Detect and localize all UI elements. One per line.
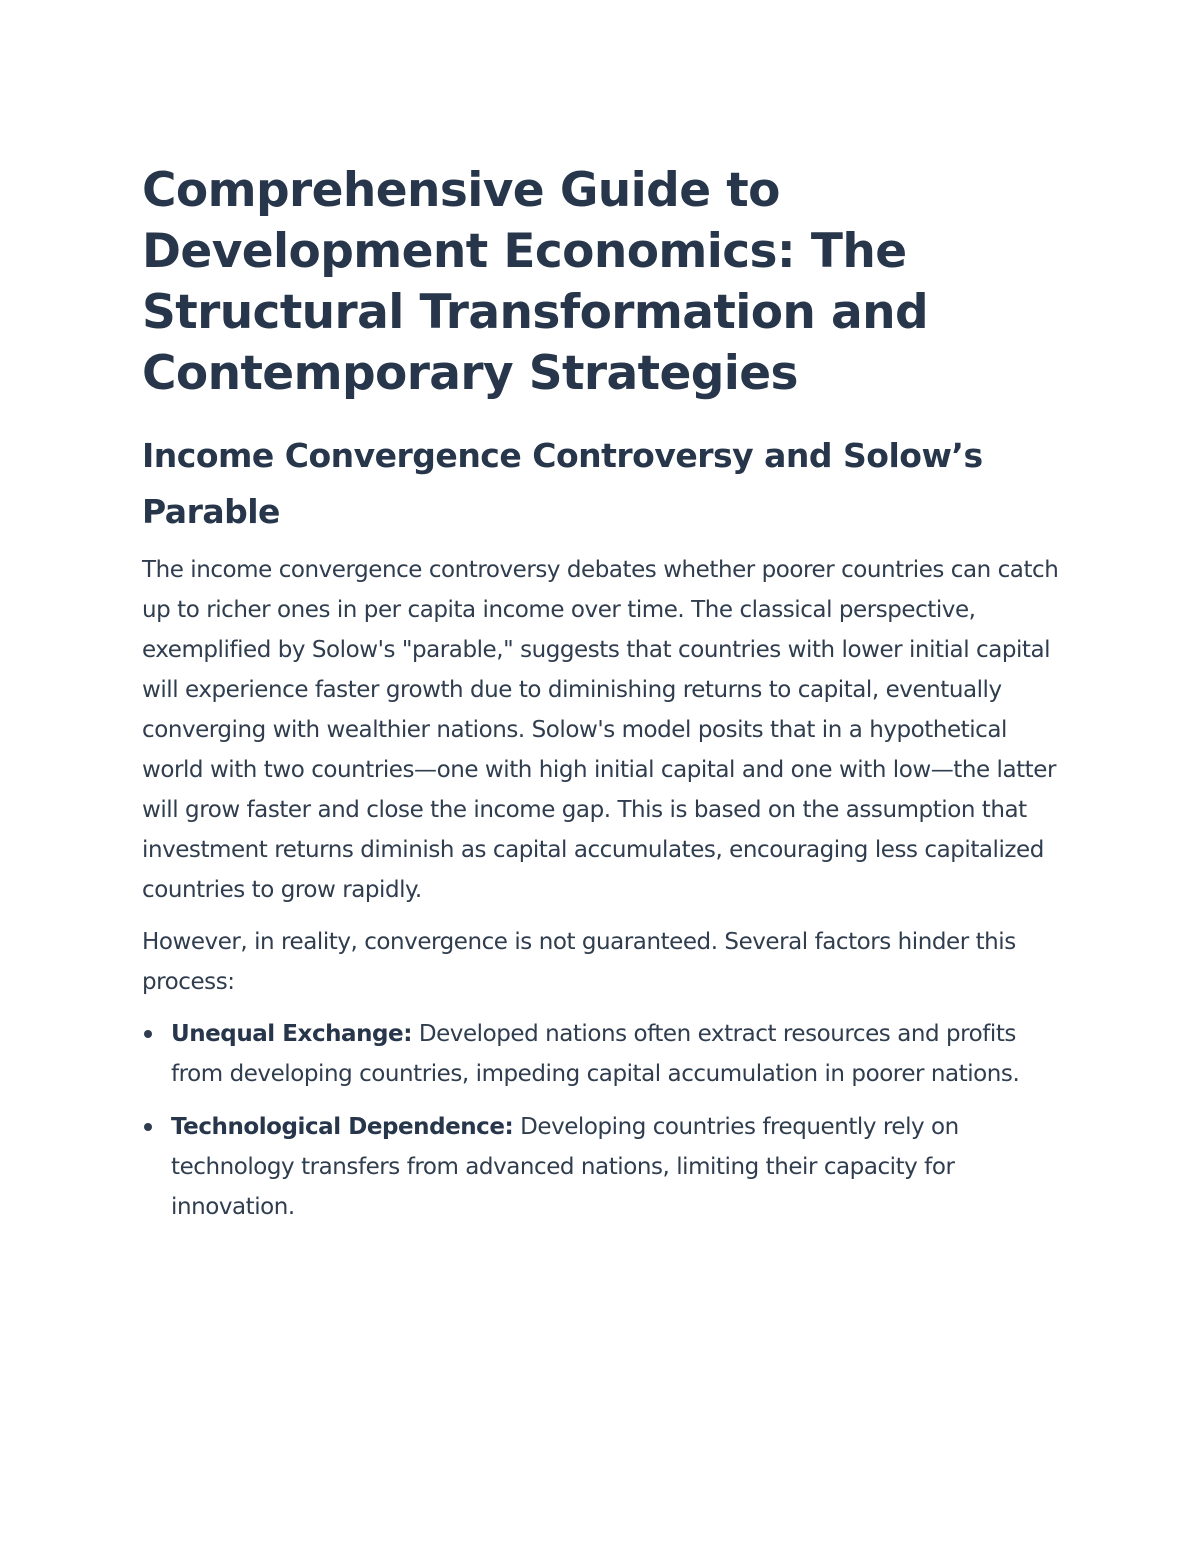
- factor-term: Technological Dependence:: [171, 1114, 514, 1140]
- however-paragraph: However, in reality, convergence is not guaranteed. Several factors hinder this process:: [142, 929, 1016, 995]
- factor-description: Developing countries frequently rely on technology transfers from advanced nations, limiting their capacity for innovation.: [171, 1114, 959, 1220]
- list-item: [142, 1014, 1062, 1094]
- factor-description: Developed nations often extract resources and profits from developing countries, impeding capital accumulation in poorer nations.: [171, 1021, 1020, 1087]
- document-title: Comprehensive Guide to Development Economics: The Structural Transformation and Contemporary Strategies: [142, 163, 929, 401]
- document-page: [142, 160, 1062, 1240]
- list-item: [142, 1107, 1062, 1227]
- factor-list: [142, 1014, 1062, 1227]
- bullet-icon: [144, 1123, 152, 1131]
- bullet-icon: [144, 1030, 152, 1038]
- section-heading: Income Convergence Controversy and Solow’s Parable: [142, 436, 983, 531]
- intro-paragraph: The income convergence controversy debates whether poorer countries can catch up to richer ones in per capita income over time. The classical perspective, exemplified by Solow's "parable," suggests that countries with lower initial capital will experience faster growth due to diminishing returns to capital, eventually converging with wealthier nations. Solow's model posits that in a hypothetical world with two countries—one with high initial capital and one with low—the latter will grow faster and close the income gap. This is based on the assumption that investment returns diminish as capital accumulates, encouraging less capitalized countries to grow rapidly.: [142, 557, 1059, 903]
- factor-term: Unequal Exchange:: [171, 1021, 412, 1047]
